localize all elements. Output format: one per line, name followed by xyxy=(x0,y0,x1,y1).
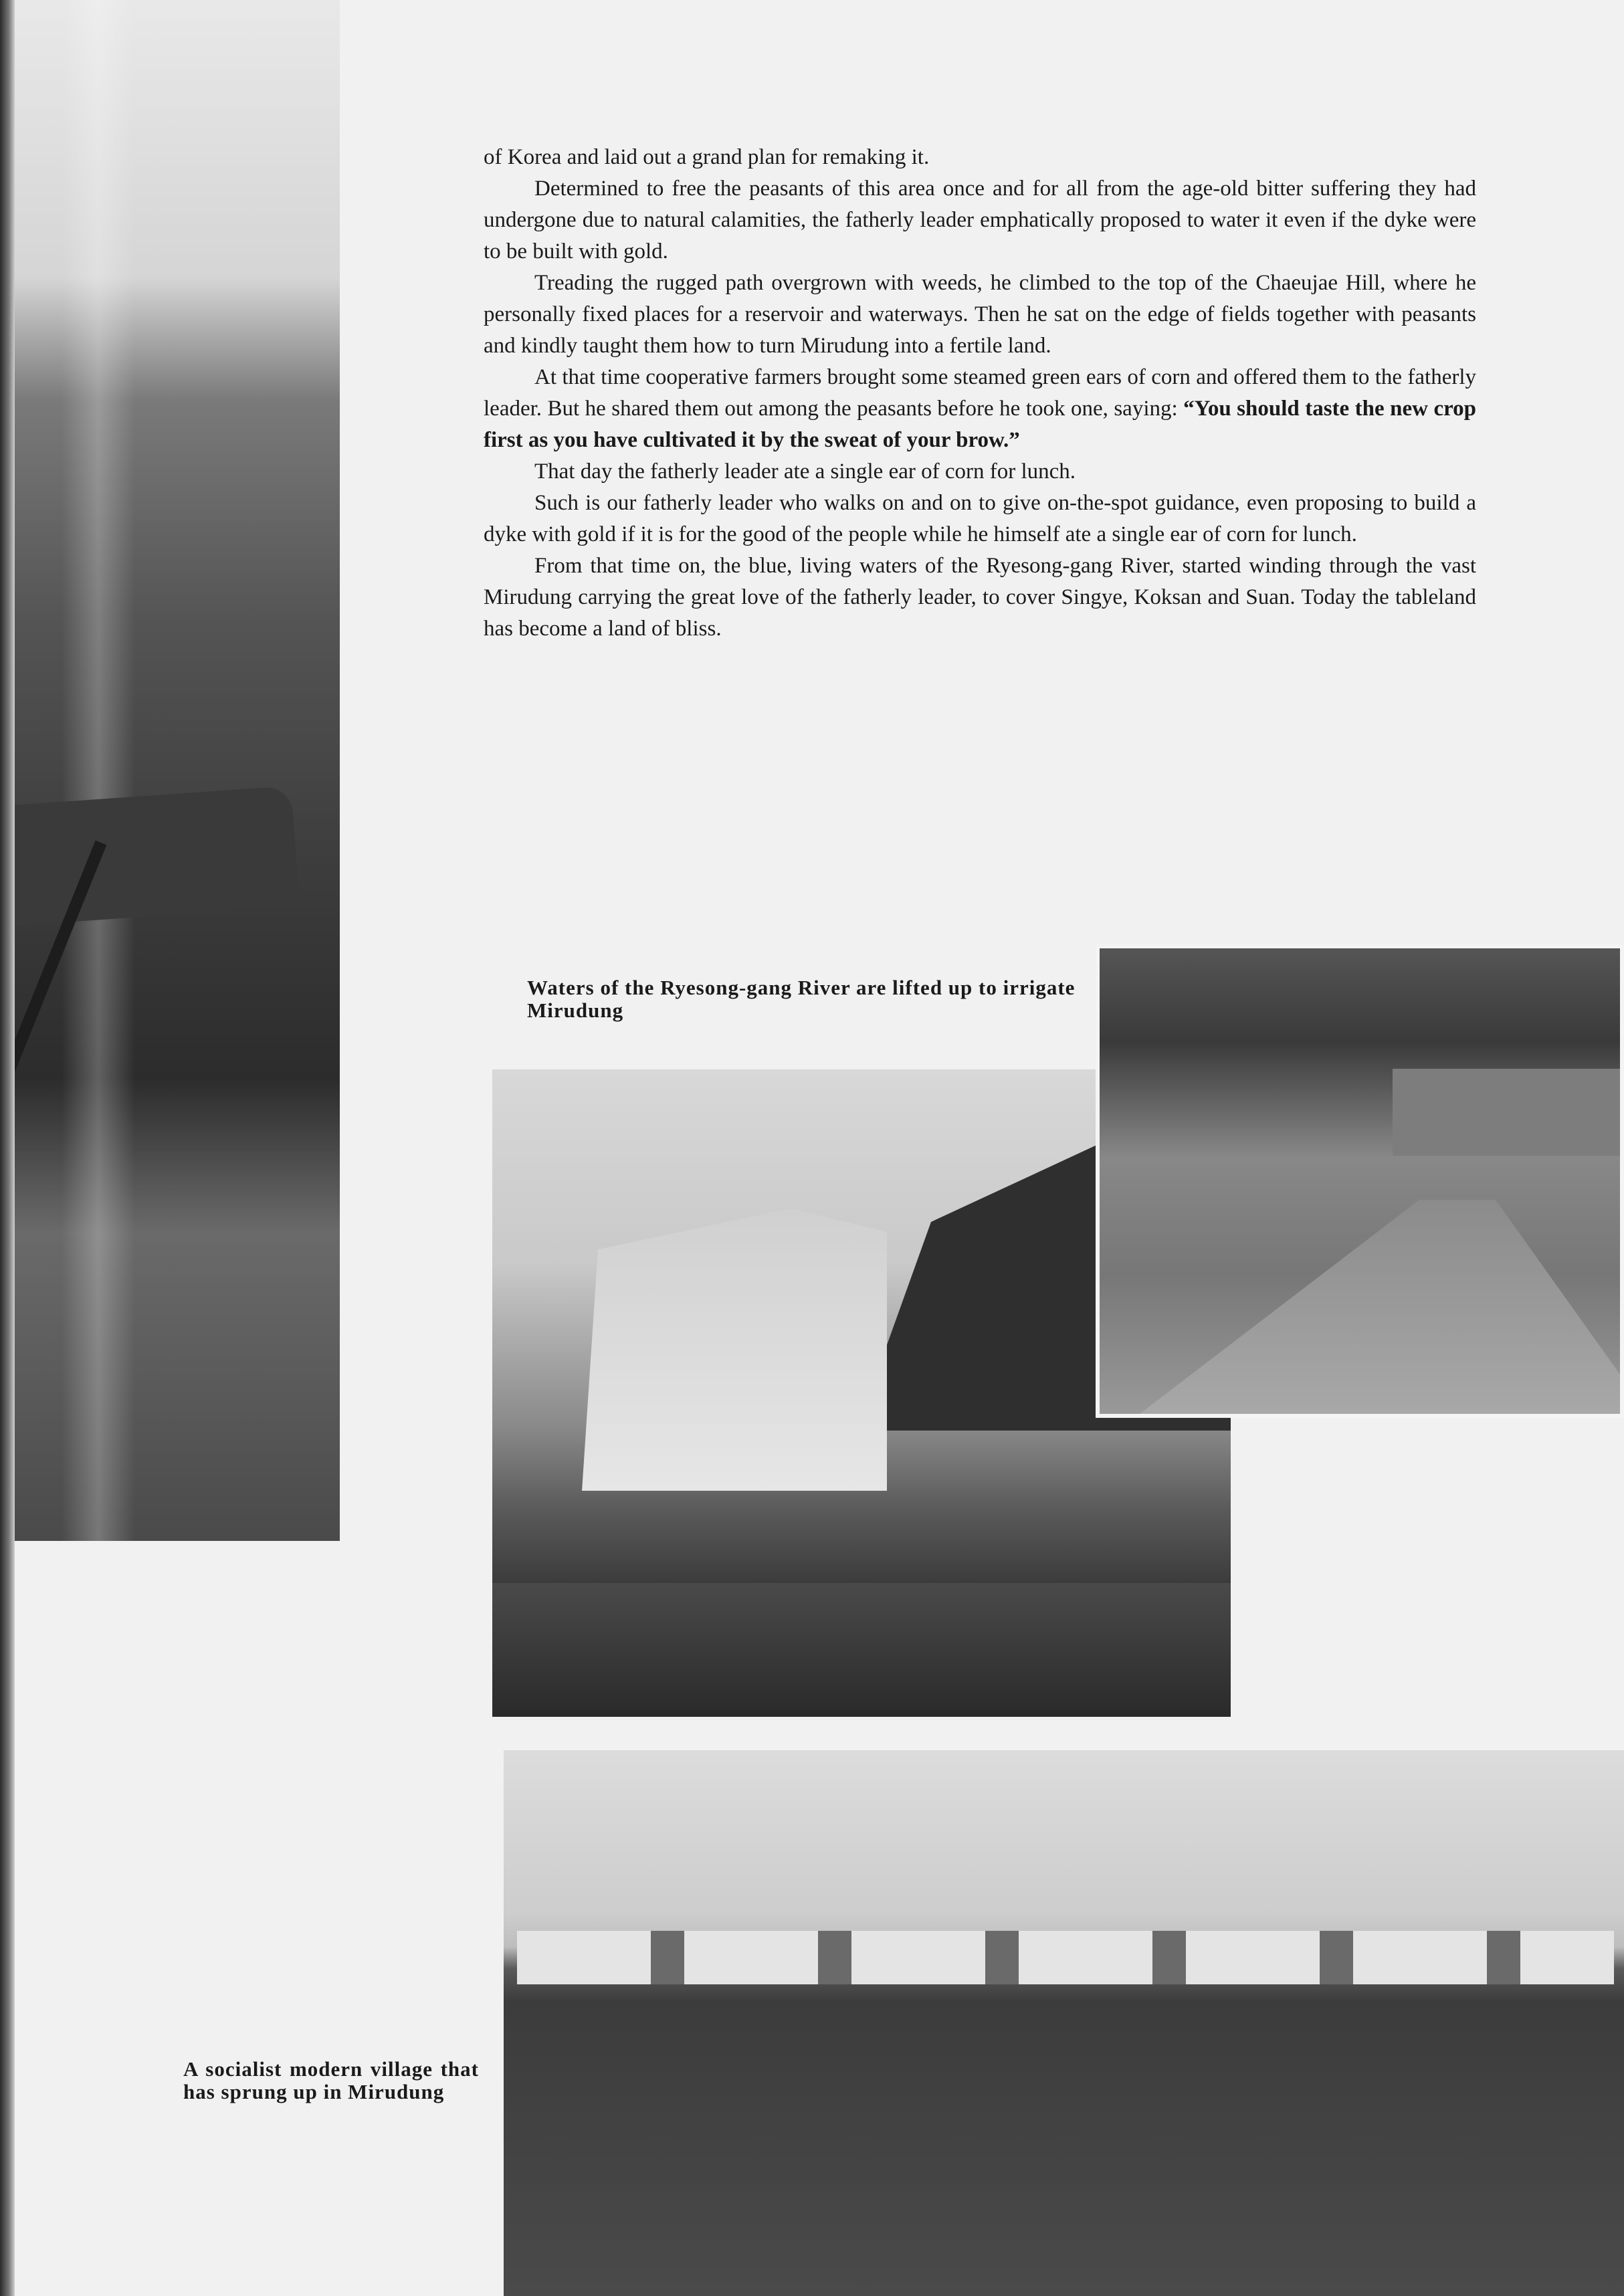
leader-quote: “You should taste the new crop first as you have cultivated it by the sweat of your brow.” xyxy=(484,397,1476,452)
paragraph xyxy=(484,362,1476,456)
photo-building xyxy=(566,1196,887,1491)
photo-canal xyxy=(1140,1200,1624,1414)
paragraph: of Korea and laid out a grand plan for remaking it. xyxy=(484,145,930,169)
page-binding-gutter xyxy=(0,0,15,2296)
village-photo xyxy=(504,1750,1624,2296)
paragraph: That day the fatherly leader ate a single ear of corn for lunch. xyxy=(534,459,1076,484)
paragraph-text: At that time cooperative farmers brought some steamed green ears of corn and offered them to the fatherly leader. But he shared them out among the peasants before he took one, saying: xyxy=(484,365,1476,421)
canal-photo xyxy=(1096,944,1624,1418)
photo-building xyxy=(1393,1069,1620,1156)
village-caption: A socialist modern village that has sprung up in Mirudung xyxy=(183,2057,479,2103)
pumping-station-caption: Waters of the Ryesong-gang River are lifted up to irrigate Mirudung xyxy=(527,976,1076,1022)
paragraph: Determined to free the peasants of this area once and for all from the age-old bitter suffering they had undergone due to natural calamities, the fatherly leader emphatically proposed to water it even if the dyke were to be built with gold. xyxy=(484,177,1476,264)
photo-object xyxy=(15,786,300,926)
photo-light-streak xyxy=(62,0,135,1541)
photo-houses xyxy=(517,1931,1614,1984)
paragraph: Such is our fatherly leader who walks on and on to give on-the-spot guidance, even proposing to build a dyke with gold if it is for the good of the people while he himself ate a single ear of corn for lunch. xyxy=(484,491,1476,546)
article-body xyxy=(484,142,1476,645)
left-edge-photo xyxy=(15,0,340,1541)
paragraph: Treading the rugged path overgrown with weeds, he climbed to the top of the Chaeujae Hill, where he personally fixed places for a reservoir and waterways. Then he sat on the edge of fields together with peasants and kindly taught them how to turn Mirudung into a fertile land. xyxy=(484,271,1476,358)
photo-river xyxy=(492,1583,1231,1717)
paragraph: From that time on, the blue, living waters of the Ryesong-gang River, started winding through the vast Mirudung carrying the great love of the fatherly leader, to cover Singye, Koksan and Suan. Today the tableland has become a land of bliss. xyxy=(484,554,1476,641)
